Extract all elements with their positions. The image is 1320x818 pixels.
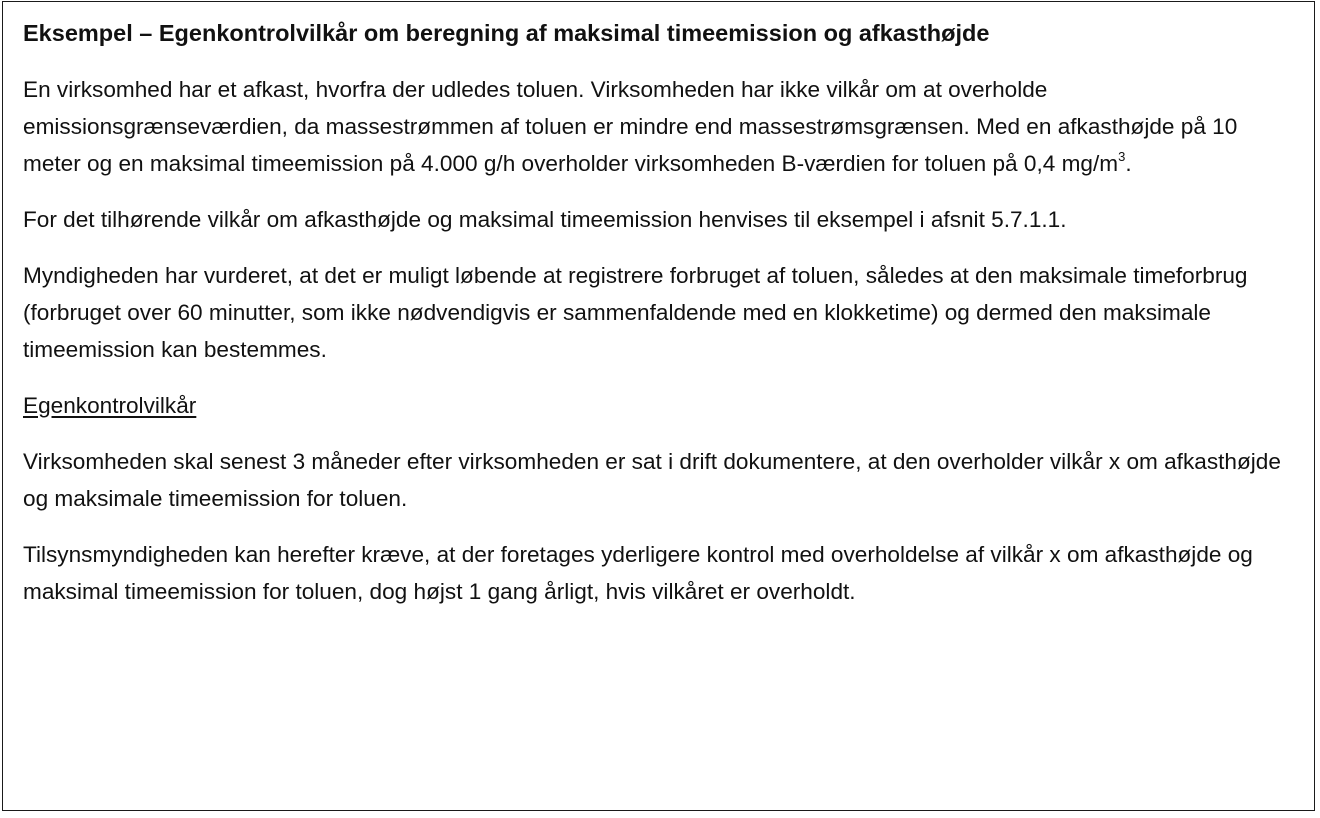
unit-superscript: 3 <box>1118 149 1126 164</box>
paragraph-supervision: Tilsynsmyndigheden kan herefter kræve, at der foretages yderligere kontrol med overholdelse af vilkår x om afkasthøjde og maksimal timeemission for toluen, dog højst 1 gang årligt, hvis vilkåret er overholdt. <box>23 542 1253 604</box>
paragraph-toluen-intro-end: . <box>1125 151 1132 176</box>
example-title: Eksempel – Egenkontrolvilkår om beregning af maksimal timeemission og afkasthøjde <box>23 20 990 46</box>
paragraph-toluen-intro <box>23 71 1298 182</box>
paragraph-documentation: Virksomheden skal senest 3 måneder efter virksomheden er sat i drift dokumentere, at den overholder vilkår x om afkasthøjde og maksimale timeemission for toluen. <box>23 449 1281 511</box>
example-box <box>2 1 1315 811</box>
paragraph-authority-assessment: Myndigheden har vurderet, at det er muligt løbende at registrere forbruget af toluen, således at den maksimale timeforbrug (forbruget over 60 minutter, som ikke nødvendigvis er sammenfaldende med en klokketime) og dermed den maksimale timeemission kan bestemmes. <box>23 263 1248 362</box>
example-content <box>23 15 1298 629</box>
paragraph-reference: For det tilhørende vilkår om afkasthøjde og maksimal timeemission henvises til eksempel i afsnit 5.7.1.1. <box>23 207 1067 232</box>
paragraph-toluen-intro-text: En virksomhed har et afkast, hvorfra der udledes toluen. Virksomheden har ikke vilkår om at overholde emissionsgrænseværdien, da massestrømmen af toluen er mindre end massestrømsgrænsen. Med en afkasthøjde på 10 meter og en maksimal timeemission på 4.000 g/h overholder virksomheden B-værdien for toluen på 0,4 mg/m <box>23 77 1238 176</box>
subheading-egenkontrol: Egenkontrolvilkår <box>23 393 197 418</box>
